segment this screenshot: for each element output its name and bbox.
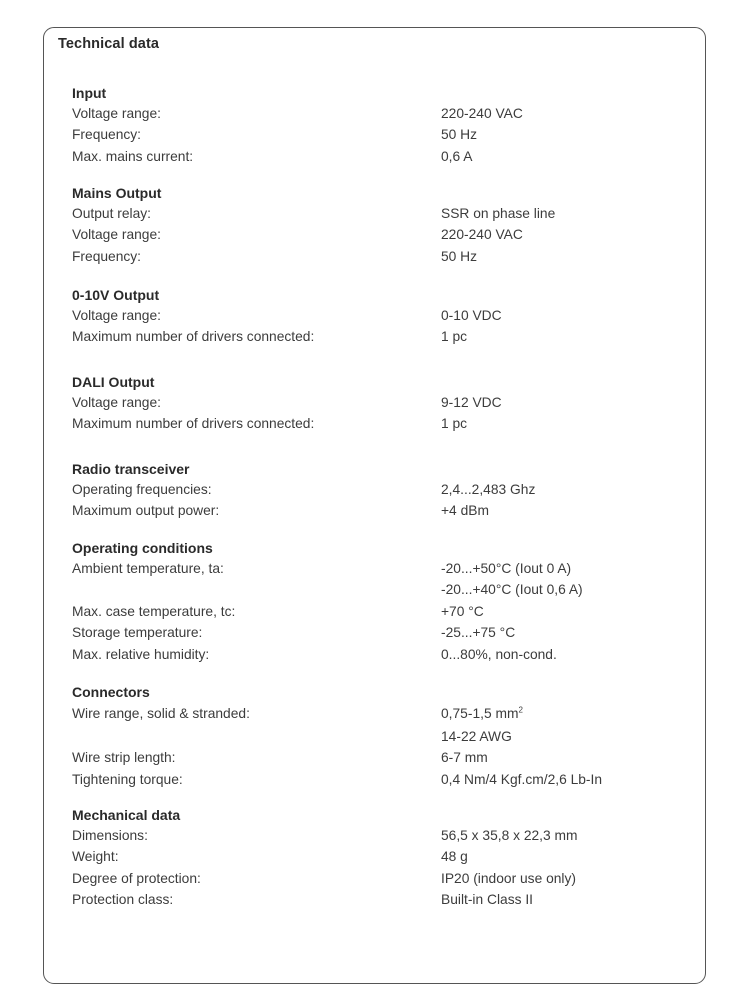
spec-label: Maximum number of drivers connected:: [72, 416, 315, 432]
spec-row: [72, 479, 692, 500]
spec-label: Wire range, solid & stranded:: [72, 706, 250, 721]
spec-row: [72, 726, 692, 747]
spec-row: [72, 558, 692, 579]
spec-row: [72, 846, 692, 867]
spec-value: [441, 702, 523, 726]
spec-value: 9-12 VDC: [441, 395, 502, 410]
spec-value: 0-10 VDC: [441, 308, 502, 323]
spec-value: 1 pc: [441, 416, 468, 432]
section-title: Operating conditions: [72, 540, 213, 556]
section-title: Mains Output: [72, 185, 162, 201]
spec-label: Degree of protection:: [72, 870, 201, 886]
spec-label: Tightening torque:: [72, 771, 183, 787]
spec-row: [72, 305, 692, 326]
spec-value: 14-22 AWG: [441, 729, 512, 744]
spec-row: [72, 500, 692, 521]
spec-value: -20...+50°C (Iout 0 A): [441, 561, 572, 576]
spec-value: 2,4...2,483 Ghz: [441, 482, 536, 497]
spec-value: 50 Hz: [441, 248, 478, 264]
spec-label: Dimensions:: [72, 828, 148, 843]
spec-label: Protection class:: [72, 892, 174, 908]
section-title: DALI Output: [72, 374, 155, 390]
section-mains-output: [72, 183, 692, 267]
section-dali-output: [72, 372, 692, 435]
spec-label: Voltage range:: [72, 395, 161, 410]
spec-value: 220-240 VAC: [441, 227, 523, 243]
spec-row: [72, 889, 692, 910]
spec-row: [72, 747, 692, 768]
section-title: Radio transceiver: [72, 461, 190, 477]
section-radio-transceiver: [72, 459, 692, 522]
spec-value: IP20 (indoor use only): [441, 870, 576, 886]
spec-value: 50 Hz: [441, 127, 478, 143]
spec-row: [72, 146, 692, 167]
spec-label: Maximum output power:: [72, 503, 220, 519]
technical-data-panel: [43, 27, 706, 984]
section-title: Mechanical data: [72, 807, 181, 823]
spec-row: [72, 203, 692, 224]
spec-row: [72, 622, 692, 643]
spec-label: Frequency:: [72, 127, 142, 143]
spec-value: -25...+75 °C: [441, 625, 516, 641]
spec-label: Max. case temperature, tc:: [72, 603, 236, 619]
section-title: Connectors: [72, 684, 150, 700]
spec-value: +70 °C: [441, 603, 484, 619]
spec-label: Max. relative humidity:: [72, 646, 210, 662]
spec-row: [72, 601, 692, 622]
section-title: Input: [72, 85, 107, 101]
spec-label: Voltage range:: [72, 106, 161, 121]
section-0-10v-output: [72, 285, 692, 348]
spec-row: [72, 392, 692, 413]
spec-row: [72, 124, 692, 145]
spec-row: [72, 644, 692, 665]
spec-value: 220-240 VAC: [441, 106, 523, 121]
spec-row: [72, 326, 692, 347]
spec-label: Weight:: [72, 849, 119, 865]
spec-value: 0,6 A: [441, 148, 473, 164]
spec-label: Voltage range:: [72, 308, 161, 323]
spec-row: [72, 769, 692, 790]
section-title: 0-10V Output: [72, 287, 160, 303]
spec-value: SSR on phase line: [441, 206, 556, 221]
spec-row: [72, 246, 692, 267]
spec-value: 0,4 Nm/4 Kgf.cm/2,6 Lb-In: [441, 771, 603, 787]
spec-row: [72, 224, 692, 245]
spec-label: Ambient temperature, ta:: [72, 561, 224, 576]
panel-title: Technical data: [58, 36, 160, 52]
spec-row: [72, 103, 692, 124]
superscript-squared: 2: [518, 705, 523, 715]
spec-value: 48 g: [441, 849, 468, 865]
spec-value: 6-7 mm: [441, 750, 488, 766]
spec-value: Built-in Class II: [441, 892, 534, 908]
spec-label: Maximum number of drivers connected:: [72, 329, 315, 345]
section-input: [72, 83, 692, 167]
spec-label: Output relay:: [72, 206, 151, 221]
spec-value: 0...80%, non-cond.: [441, 646, 557, 662]
spec-value: -20...+40°C (Iout 0,6 A): [441, 582, 583, 598]
spec-value: 1 pc: [441, 329, 468, 345]
section-connectors: [72, 682, 692, 790]
section-mechanical-data: [72, 805, 692, 911]
spec-label: Operating frequencies:: [72, 482, 212, 497]
section-operating-conditions: [72, 538, 692, 665]
spec-value: 56,5 x 35,8 x 22,3 mm: [441, 828, 578, 843]
spec-value-text: 0,75-1,5 mm: [441, 706, 519, 721]
spec-label: Voltage range:: [72, 227, 161, 243]
spec-label: Frequency:: [72, 248, 142, 264]
spec-value: +4 dBm: [441, 503, 489, 519]
spec-label: Storage temperature:: [72, 625, 203, 641]
spec-row: [72, 868, 692, 889]
spec-row: [72, 702, 692, 726]
spec-row: [72, 825, 692, 846]
spec-label: Wire strip length:: [72, 750, 176, 766]
spec-row: [72, 413, 692, 434]
spec-row: [72, 579, 692, 600]
spec-label: Max. mains current:: [72, 148, 194, 164]
